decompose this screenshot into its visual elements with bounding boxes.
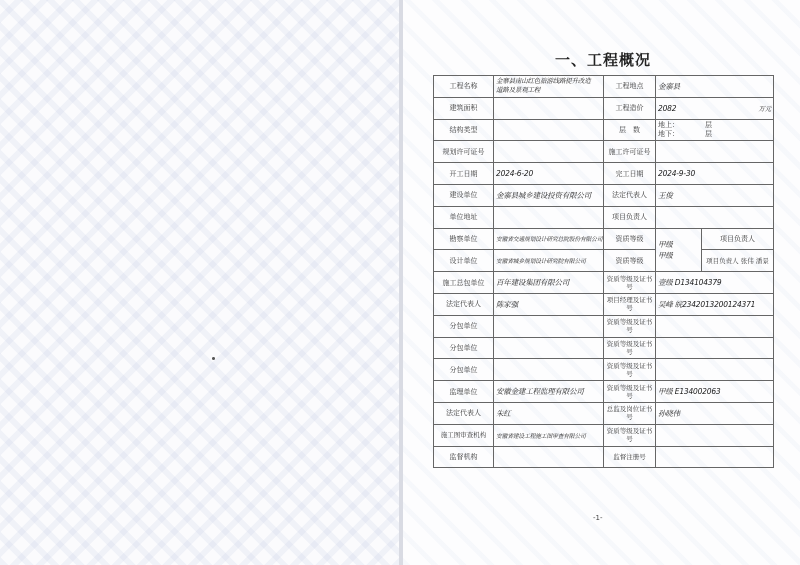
value-project-location: 金寨县 <box>656 76 774 98</box>
value-contractor: 百年建设集团有限公司 <box>494 272 604 294</box>
label-project-name: 工程名称 <box>434 76 494 98</box>
value-review-cert <box>656 424 774 446</box>
label-chief-supervisor: 总监及岗位证书号 <box>604 402 656 424</box>
value-unit-address <box>494 206 604 228</box>
label-end-date: 完工日期 <box>604 163 656 185</box>
value-end-date: 2024-9-30 <box>656 163 774 185</box>
label-project-leader: 项目负责人 <box>604 206 656 228</box>
label-sub2-cert: 资质等级及证书号 <box>604 337 656 359</box>
label-unit-address: 单位地址 <box>434 206 494 228</box>
value-supervision-cert: 甲级 E134002063 <box>656 381 774 403</box>
label-survey-unit: 勘察单位 <box>434 228 494 250</box>
label-start-date: 开工日期 <box>434 163 494 185</box>
value-building-area <box>494 97 604 119</box>
value-supervision-unit: 安徽金建工程监理有限公司 <box>494 381 604 403</box>
label-subcontractor-3: 分包单位 <box>434 359 494 381</box>
label-general-contractor: 施工总包单位 <box>434 272 494 294</box>
value-project-manager: 吴峰 皖2342013200124371 <box>656 293 774 315</box>
label-legal-rep: 法定代表人 <box>604 184 656 206</box>
label-supervision-cert: 资质等级及证书号 <box>604 381 656 403</box>
value-grades: 甲级 甲级 <box>656 228 702 272</box>
value-design-leader: 张伟 潘景 <box>740 256 769 265</box>
label-survey-leader: 项目负责人 <box>702 228 774 250</box>
label-planning-permit: 规划许可证号 <box>434 141 494 163</box>
value-owner-legal-rep: 王俊 <box>656 184 774 206</box>
cost-unit: 万元 <box>758 104 771 113</box>
design-leader-cell: 项目负责人 张伟 潘景 <box>702 250 774 272</box>
label-floors: 层 数 <box>604 119 656 141</box>
label-sub3-cert: 资质等级及证书号 <box>604 359 656 381</box>
value-planning-permit <box>494 141 604 163</box>
value-project-leader <box>656 206 774 228</box>
label-drawing-review: 施工图审查机构 <box>434 424 494 446</box>
label-project-location: 工程地点 <box>604 76 656 98</box>
value-subcontractor-2 <box>494 337 604 359</box>
value-sub3-cert <box>656 359 774 381</box>
label-contractor-cert: 资质等级及证书号 <box>604 272 656 294</box>
label-sub1-cert: 资质等级及证书号 <box>604 315 656 337</box>
value-design-unit: 安徽省城乡规划设计研究院有限公司 <box>494 250 604 272</box>
value-survey-unit: 安徽省交通规划设计研究总院股份有限公司 <box>494 228 604 250</box>
value-owner-unit: 金寨县城乡建设投资有限公司 <box>494 184 604 206</box>
project-overview-form <box>433 75 774 468</box>
value-sub1-cert <box>656 315 774 337</box>
value-review-agency: 安徽省建设工程施工图审查有限公司 <box>494 424 604 446</box>
value-supervision-legal-rep: 朱红 <box>494 402 604 424</box>
value-chief-supervisor: 孙晓伟 <box>656 402 774 424</box>
label-supervision-unit: 监理单位 <box>434 381 494 403</box>
label-building-area: 建筑面积 <box>434 97 494 119</box>
label-subcontractor-1: 分包单位 <box>434 315 494 337</box>
label-owner-unit: 建设单位 <box>434 184 494 206</box>
value-project-cost: 2082 万元 <box>656 97 774 119</box>
value-contractor-cert: 壹级 D134104379 <box>656 272 774 294</box>
label-subcontractor-2: 分包单位 <box>434 337 494 359</box>
value-project-name: 金寨县南山红色旅游线路提升改造 道路及景观工程 <box>494 76 604 98</box>
label-project-cost: 工程造价 <box>604 97 656 119</box>
label-contractor-legal-rep: 法定代表人 <box>434 293 494 315</box>
value-floors: 地上： 层 地下： 层 <box>656 119 774 141</box>
page-title: 一、工程概况 <box>555 51 652 69</box>
value-supervision-agency <box>494 446 604 468</box>
label-supervision-legal-rep: 法定代表人 <box>434 402 494 424</box>
value-supervision-reg <box>656 446 774 468</box>
value-subcontractor-3 <box>494 359 604 381</box>
label-design-grade: 资质等级 <box>604 250 656 272</box>
ink-spot <box>212 357 215 360</box>
value-contractor-legal-rep: 陈家强 <box>494 293 604 315</box>
label-design-unit: 设计单位 <box>434 250 494 272</box>
value-subcontractor-1 <box>494 315 604 337</box>
label-survey-grade: 资质等级 <box>604 228 656 250</box>
label-supervision-reg: 监督注册号 <box>604 446 656 468</box>
label-structure-type: 结构类型 <box>434 119 494 141</box>
value-start-date: 2024-6-20 <box>494 163 604 185</box>
value-structure-type <box>494 119 604 141</box>
page-number: -1- <box>593 514 603 522</box>
label-review-cert: 资质等级及证书号 <box>604 424 656 446</box>
value-construction-permit <box>656 141 774 163</box>
value-sub2-cert <box>656 337 774 359</box>
label-construction-permit: 施工许可证号 <box>604 141 656 163</box>
label-supervision-agency: 监督机构 <box>434 446 494 468</box>
label-project-manager: 项目经理及证书号 <box>604 293 656 315</box>
